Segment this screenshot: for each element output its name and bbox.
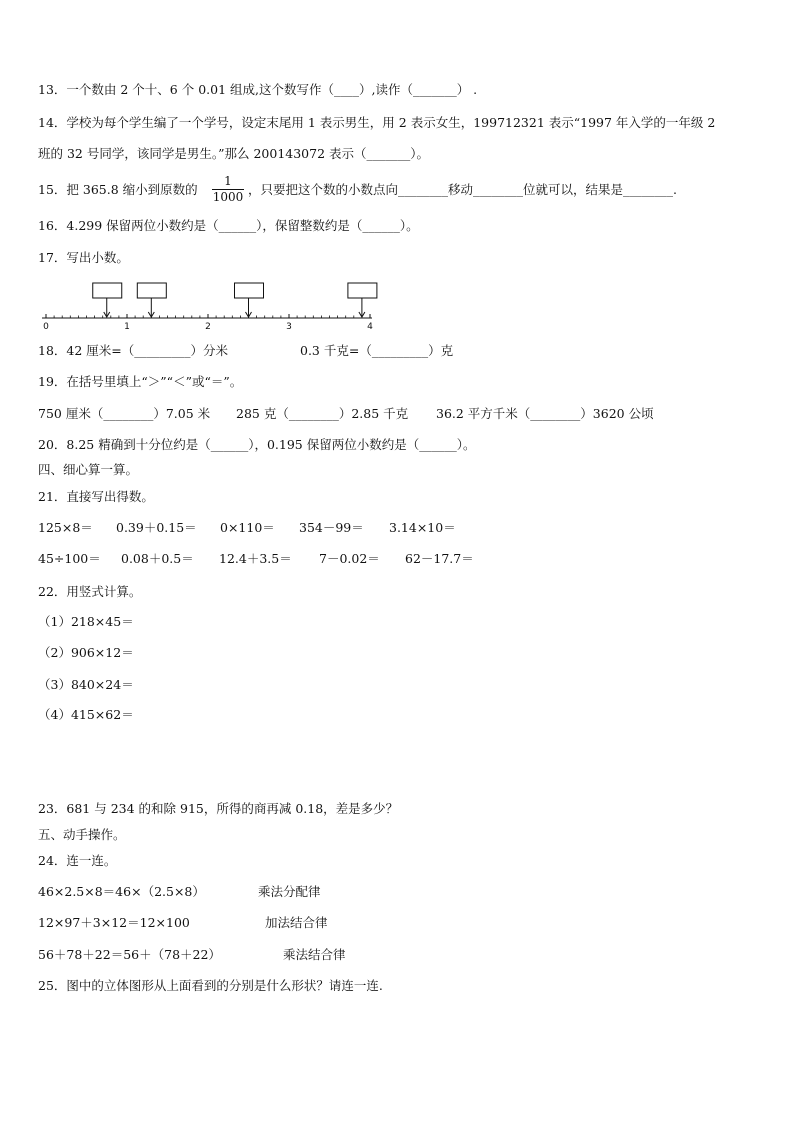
q24-right-1: 乘法分配律 — [258, 884, 321, 899]
number-line-label: 2 — [205, 322, 211, 332]
fraction-one-thousandth — [210, 175, 246, 204]
number-line-label: 0 — [43, 322, 49, 332]
q19-item-2: 285 克（________）2.85 千克 — [236, 406, 409, 421]
q24-left-1: 46×2.5×8＝46×（2.5×8） — [38, 884, 205, 899]
number-line-label: 1 — [124, 322, 130, 332]
q22-item-1: （1）218×45＝ — [38, 614, 134, 629]
question-19: 19．在括号里填上“＞”“＜”或“＝”。 — [38, 374, 243, 389]
q22-item-4: （4）415×62＝ — [38, 707, 134, 722]
q24-right-2: 加法结合律 — [265, 915, 328, 930]
q21-r2-c5: 62－17.7＝ — [405, 551, 474, 566]
q21-r1-c2: 0.39＋0.15＝ — [116, 520, 197, 535]
answer-box — [93, 283, 122, 317]
q21-r2-c4: 7－0.02＝ — [319, 551, 380, 566]
number-line — [40, 278, 380, 333]
question-17: 17．写出小数。 — [38, 250, 129, 265]
q21-r2-c1: 45÷100＝ — [38, 551, 101, 566]
q19-item-1: 750 厘米（________）7.05 米 — [38, 406, 211, 421]
q21-r1-c1: 125×8＝ — [38, 520, 93, 535]
answer-box — [137, 283, 166, 317]
question-22: 22．用竖式计算。 — [38, 584, 142, 599]
question-18-part-b: 0.3 千克=（_________）克 — [300, 343, 454, 358]
question-16: 16．4.299 保留两位小数约是（______），保留整数约是（______）。 — [38, 218, 419, 233]
question-15-prefix: 15．把 365.8 缩小到原数的 — [38, 182, 198, 197]
question-21: 21．直接写出得数。 — [38, 489, 154, 504]
number-line-labels — [43, 322, 373, 332]
q21-r1-c5: 3.14×10＝ — [389, 520, 456, 535]
fraction-denominator: 1000 — [212, 190, 244, 204]
question-23: 23．681 与 234 的和除 915，所得的商再减 0.18，差是多少？ — [38, 801, 399, 816]
question-25: 25．图中的立体图形从上面看到的分别是什么形状？请连一连. — [38, 978, 383, 993]
q21-r2-c2: 0.08＋0.5＝ — [121, 551, 194, 566]
number-line-label: 4 — [367, 322, 373, 332]
number-line-ticks — [46, 314, 370, 318]
question-20: 20．8.25 精确到十分位约是（______），0.195 保留两位小数约是（______）。 — [38, 437, 476, 452]
q24-right-3: 乘法结合律 — [283, 947, 346, 962]
question-24: 24．连一连。 — [38, 853, 117, 868]
q19-item-3: 36.2 平方千米（________）3620 公顷 — [436, 406, 654, 421]
section-5-heading: 五、动手操作。 — [38, 827, 126, 842]
number-line-label: 3 — [286, 322, 292, 332]
q22-item-3: （3）840×24＝ — [38, 677, 134, 692]
q21-r2-c3: 12.4＋3.5＝ — [219, 551, 292, 566]
question-15-suffix: ，只要把这个数的小数点向________移动________位就可以，结果是________. — [248, 182, 677, 197]
q21-r1-c4: 354－99＝ — [299, 520, 364, 535]
section-4-heading: 四、细心算一算。 — [38, 462, 139, 477]
q24-left-3: 56＋78＋22＝56＋（78＋22） — [38, 947, 221, 962]
question-18-part-a: 18．42 厘米=（_________）分米 — [38, 343, 229, 358]
answer-box — [348, 283, 377, 317]
q24-left-2: 12×97＋3×12＝12×100 — [38, 915, 190, 930]
answer-boxes — [93, 283, 377, 317]
q22-item-2: （2）906×12＝ — [38, 645, 134, 660]
question-14-line-2: 班的 32 号同学，该同学是男生。”那么 200143072 表示（_______）。 — [38, 146, 430, 161]
question-14-line-1: 14．学校为每个学生编了一个学号，设定末尾用 1 表示男生，用 2 表示女生，199712321 表示“1997 年入学的一年级 2 — [38, 115, 716, 130]
answer-box — [235, 283, 264, 317]
q21-r1-c3: 0×110＝ — [220, 520, 275, 535]
question-13: 13．一个数由 2 个十、6 个 0.01 组成,这个数写作（____）,读作（_______） . — [38, 82, 478, 97]
fraction-numerator: 1 — [224, 174, 232, 188]
